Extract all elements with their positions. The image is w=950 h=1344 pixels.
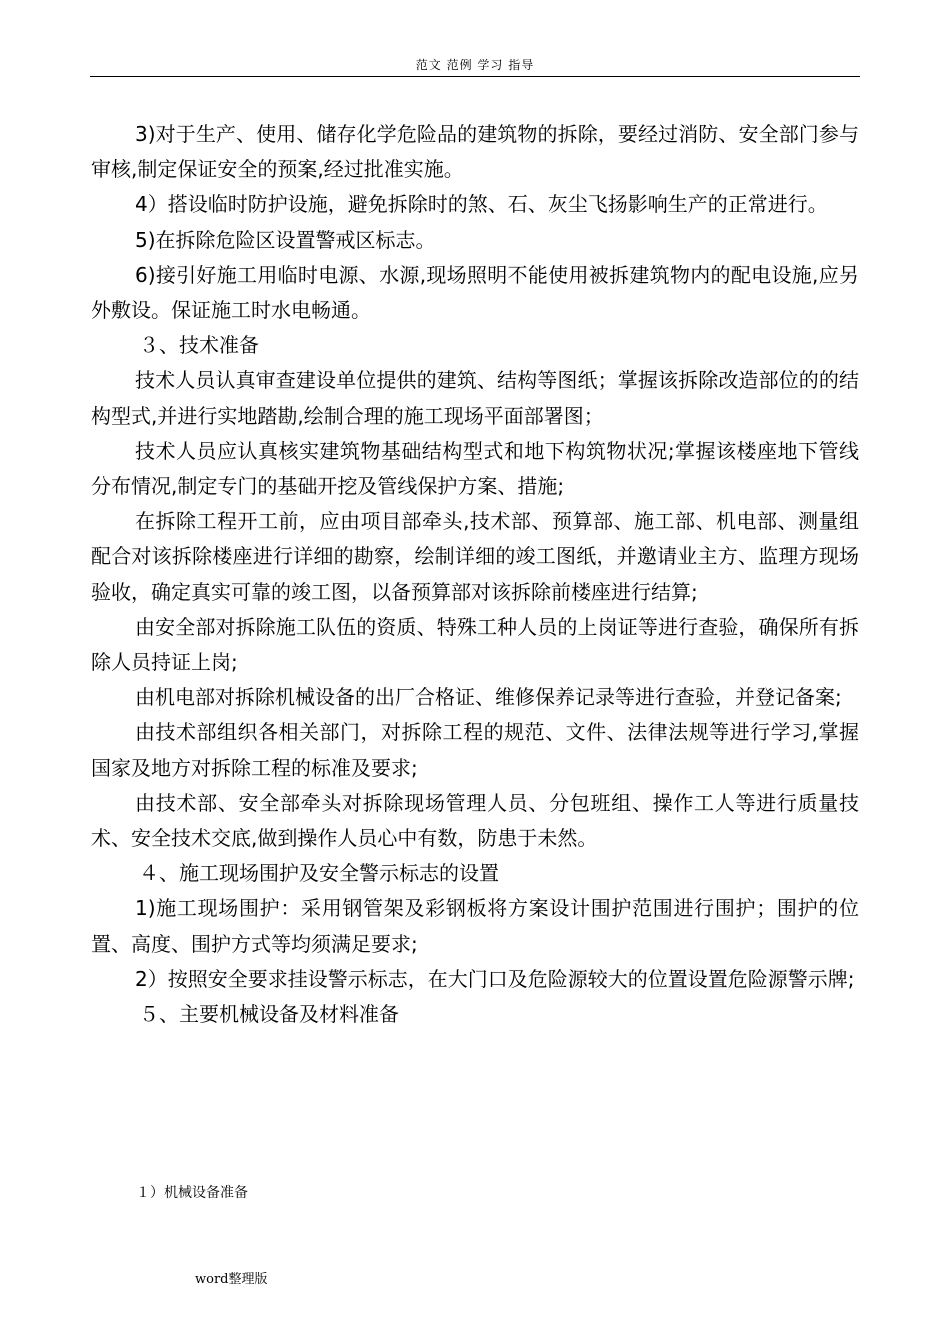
paragraph: 由机电部对拆除机械设备的出厂合格证、维修保养记录等进行查验，并登记备案; bbox=[135, 685, 842, 710]
paragraph: 6)接引好施工用临时电源、水源,现场照明不能使用被拆建筑物内的配电设施,应另外敷设。保证施工时水电畅通。 bbox=[91, 262, 859, 323]
paragraph: 由技术部组织各相关部门，对拆除工程的规范、文件、法律法规等进行学习,掌握国家及地方对拆除工程的标准及要求; bbox=[91, 720, 859, 780]
paragraph: 5)在拆除危险区设置警戒区标志。 bbox=[135, 227, 436, 252]
paragraph: 由技术部、安全部牵头对拆除现场管理人员、分包班组、操作工人等进行质量技术、安全技术交底,做到操作人员心中有数，防患于未然。 bbox=[91, 790, 859, 851]
section-heading: ５、主要机械设备及材料准备 bbox=[139, 1002, 399, 1027]
page-footer: word整理版 bbox=[195, 1272, 268, 1287]
paragraph: 技术人员认真审查建设单位提供的建筑、结构等图纸；掌握该拆除改造部位的的结构型式,并进行实地踏勘,绘制合理的施工现场平面部署图； bbox=[91, 368, 859, 428]
paragraph: 3)对于生产、使用、储存化学危险品的建筑物的拆除，要经过消防、安全部门参与审核,制定保证安全的预案,经过批准实施。 bbox=[91, 122, 859, 182]
section-heading: ３、技术准备 bbox=[139, 333, 259, 358]
document-body bbox=[91, 117, 859, 1032]
subheading: １）机械设备准备 bbox=[136, 1185, 248, 1201]
paragraph: 4）搭设临时防护设施，避免拆除时的煞、石、灰尘飞扬影响生产的正常进行。 bbox=[135, 192, 828, 217]
paragraph: 1)施工现场围护：采用钢管架及彩钢板将方案设计围护范围进行围护；围护的位置、高度、围护方式等均须满足要求; bbox=[91, 896, 859, 956]
section-heading: ４、施工现场围护及安全警示标志的设置 bbox=[139, 861, 499, 886]
paragraph: 由安全部对拆除施工队伍的资质、特殊工种人员的上岗证等进行查验，确保所有拆除人员持证上岗; bbox=[91, 614, 859, 675]
paragraph: 在拆除工程开工前，应由项目部牵头,技术部、预算部、施工部、机电部、测量组配合对该拆除楼座进行详细的勘察，绘制详细的竣工图纸，并邀请业主方、监理方现场验收，确定真实可靠的竣工图，以备预算部对该拆除前楼座进行结算; bbox=[91, 509, 859, 604]
page-header: 范文 范例 学习 指导 bbox=[415, 58, 535, 72]
paragraph: 技术人员应认真核实建筑物基础结构型式和地下构筑物状况;掌握该楼座地下管线分布情况,制定专门的基础开挖及管线保护方案、措施; bbox=[91, 438, 859, 499]
header-rule bbox=[90, 76, 860, 77]
paragraph: 2）按照安全要求挂设警示标志，在大门口及危险源较大的位置设置危险源警示牌; bbox=[135, 966, 855, 991]
